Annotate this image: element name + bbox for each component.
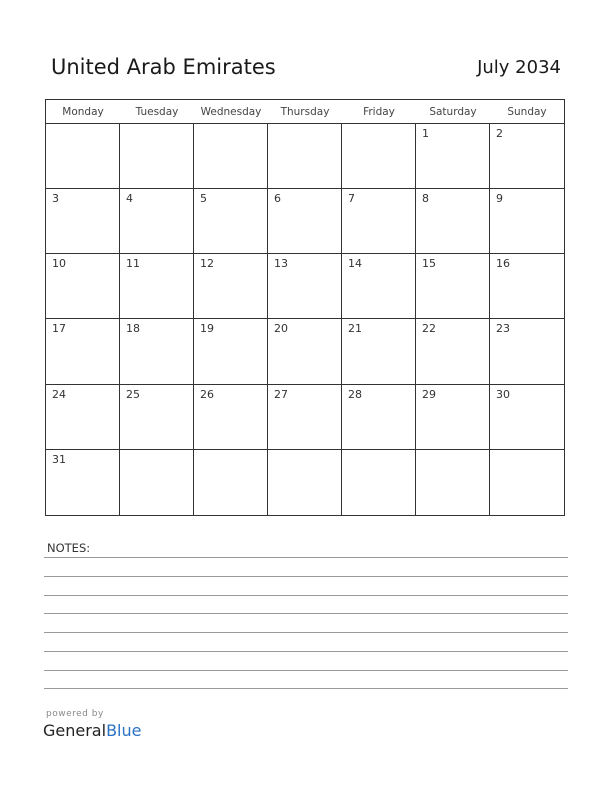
notes-label: NOTES:: [47, 541, 91, 555]
day-cell: [416, 189, 490, 254]
powered-by-text: powered by: [46, 709, 104, 719]
brand-logo[interactable]: [43, 721, 141, 740]
day-number: 3: [52, 192, 59, 206]
day-cell: [490, 189, 564, 254]
day-cell: [268, 319, 342, 384]
day-number: 14: [348, 257, 362, 271]
brand-name-part1: General: [43, 721, 107, 740]
note-line: [44, 688, 568, 689]
note-line: [44, 576, 568, 577]
day-cell: [194, 189, 268, 254]
note-line: [44, 557, 568, 558]
day-cell: [416, 450, 490, 515]
day-cell: [46, 254, 120, 319]
day-number: 27: [274, 387, 288, 401]
day-number: 26: [200, 387, 214, 401]
note-line: [44, 595, 568, 596]
note-line: [44, 670, 568, 671]
day-number: 24: [52, 387, 66, 401]
day-cell: [120, 450, 194, 515]
day-cells: [46, 124, 564, 515]
day-cell: [120, 254, 194, 319]
brand-name-part2: Blue: [106, 721, 142, 740]
day-cell: [490, 254, 564, 319]
weekday-label: Sunday: [507, 106, 547, 118]
day-cell: [120, 124, 194, 189]
calendar-grid: [45, 99, 565, 516]
day-number: 17: [52, 322, 66, 336]
day-cell: [490, 450, 564, 515]
day-number: 2: [496, 127, 503, 140]
day-cell: [416, 385, 490, 450]
day-cell: [490, 319, 564, 384]
day-cell: [342, 254, 416, 319]
day-cell: [46, 385, 120, 450]
day-cell: [120, 319, 194, 384]
day-number: 31: [52, 452, 66, 466]
day-cell: [416, 254, 490, 319]
day-number: 13: [274, 257, 288, 271]
day-number: 7: [348, 192, 355, 206]
note-line: [44, 651, 568, 652]
day-cell: [194, 385, 268, 450]
day-number: 8: [422, 192, 429, 206]
day-cell: [46, 319, 120, 384]
weekday-label: Friday: [363, 106, 395, 118]
day-number: 15: [422, 257, 436, 271]
day-number: 1: [422, 127, 429, 140]
day-cell: [268, 385, 342, 450]
day-cell: [342, 450, 416, 515]
day-number: 10: [52, 257, 66, 271]
day-number: 22: [422, 322, 436, 336]
weekday-label: Thursday: [280, 106, 330, 118]
day-cell: [46, 189, 120, 254]
day-cell: [194, 450, 268, 515]
day-number: 12: [200, 257, 214, 271]
day-cell: [268, 189, 342, 254]
day-cell: [194, 319, 268, 384]
weekday-label: Wednesday: [200, 106, 262, 118]
weekday-label: Monday: [62, 106, 104, 118]
day-number: 29: [422, 387, 436, 401]
note-line: [44, 632, 568, 633]
day-cell: [268, 254, 342, 319]
day-number: 9: [496, 192, 503, 206]
weekday-header-row: [46, 100, 564, 124]
weekday-label: Saturday: [429, 106, 477, 118]
day-cell: [342, 124, 416, 189]
day-number: 23: [496, 322, 510, 336]
day-number: 5: [200, 192, 207, 206]
day-number: 28: [348, 387, 362, 401]
day-number: 25: [126, 387, 140, 401]
weekday-label: Tuesday: [135, 106, 179, 118]
day-cell: [490, 124, 564, 189]
day-cell: [342, 189, 416, 254]
note-line: [44, 613, 568, 614]
page-title: United Arab Emirates: [51, 55, 276, 79]
day-cell: [268, 450, 342, 515]
day-number: 16: [496, 257, 510, 271]
day-cell: [194, 254, 268, 319]
day-number: 21: [348, 322, 362, 336]
day-cell: [46, 124, 120, 189]
month-label: July 2034: [477, 57, 561, 78]
day-number: 18: [126, 322, 140, 336]
day-cell: [46, 450, 120, 515]
day-cell: [490, 385, 564, 450]
day-cell: [268, 124, 342, 189]
day-cell: [416, 124, 490, 189]
day-number: 20: [274, 322, 288, 336]
day-number: 4: [126, 192, 133, 206]
day-cell: [342, 385, 416, 450]
day-cell: [120, 189, 194, 254]
day-cell: [342, 319, 416, 384]
day-cell: [194, 124, 268, 189]
day-cell: [120, 385, 194, 450]
day-number: 30: [496, 387, 510, 401]
day-number: 19: [200, 322, 214, 336]
day-number: 11: [126, 257, 140, 271]
day-number: 6: [274, 192, 281, 206]
day-cell: [416, 319, 490, 384]
